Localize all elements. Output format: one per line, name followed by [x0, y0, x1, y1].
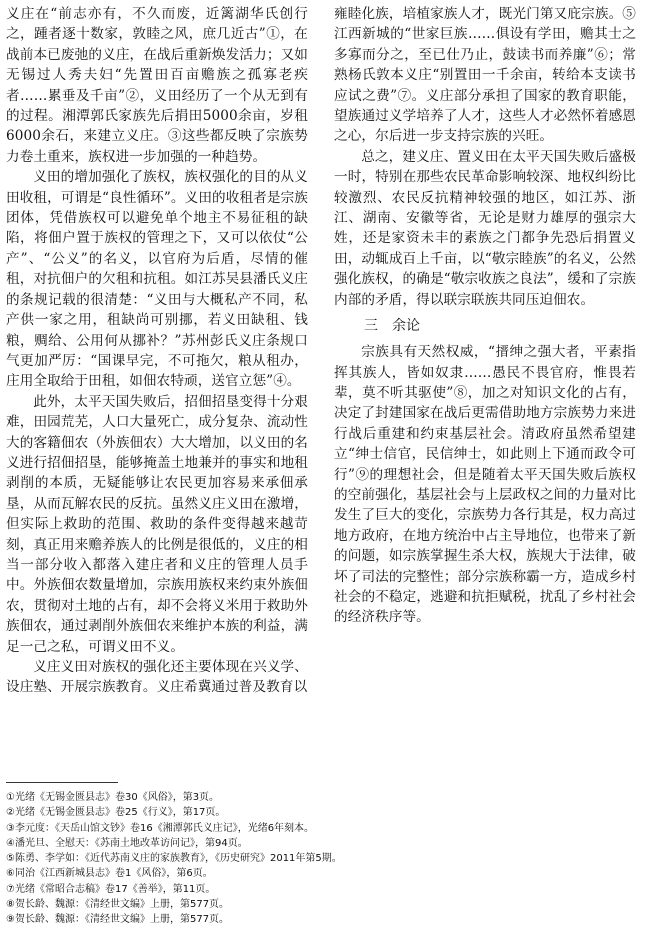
paragraph: 义庄义田对族权的强化还主要体现在兴义学、设庄塾、开展宗族教育。义庄希冀通过普及教育以: [6, 659, 308, 696]
footnote: ④潘光旦、全慰天：《苏南土地改革访问记》，第94页。: [6, 837, 248, 849]
paragraph: 此外，太平天国失败后，招佃招垦变得十分艰难，田园荒芜，人口大量死亡，成分复杂、流动性大的客籍佃农（外族佃农）大大增加，以义田的名义进行招佃招垦，能够掩盖土地兼并的事实和地租剥削的本质，无疑能够让农民更加容易来承佃承垦，从而瓦解农民的反抗。虽然义庄义田在激增，但实际上救助的范围、救助的条件变得越来越苛刻，真正用来赡养族人的比例是很低的，义庄的相当一部分收入都落入建庄者和义庄的管理人员手中。外族佃农数量增加，宗族用族权来约束外族佃农，贯彻对土地的占有，却不会将义米用于救助外族佃农，通过剥削外族佃农来维护本族的利益，满足一己之私，可谓义田不义。: [6, 393, 308, 655]
footnote: ③李元度：《天岳山馆文钞》卷16《湘潭郭氏义庄记》，光绪6年刻本。: [6, 822, 315, 834]
footnote: ⑥同治《江西新城县志》卷1《风俗》，第6页。: [6, 868, 213, 880]
paragraph: 宗族具有天然权威，“搢绅之强大者，平素指挥其族人，皆如奴隶……愚民不畏官府，惟畏若辈，莫不听其驱使”⑧，加之对知识文化的占有，决定了封建国家在战后更需借助地方宗族势力来进行战后重建和约束基层社会。清政府虽然希望建立“绅士信官，民信绅士，如此则上下通而政令可行”⑨的理想社会，但是随着太平天国失败后族权的空前强化，基层社会与上层政权之间的力量对比发生了巨大的变化，宗族势力各行其是，权力高过地方政府，在地方统治中占主导地位，也带来了新的问题，如宗族掌握生杀大权，族规大于法律，破坏了司法的完整性；部分宗族称霸一方，造成乡村社会的不稳定，逃避和抗拒赋税，扰乱了乡村社会的经济秩序等。: [334, 344, 636, 626]
footnote: ⑧贺长龄、魏源：《清经世文编》上册，第577页。: [6, 899, 230, 911]
footnote: ⑤陈勇、李学如：《近代苏南义庄的家族教育》，《历史研究》2011年第5期。: [6, 853, 342, 865]
paragraph: 义田的增加强化了族权，族权强化的目的从义田收租，可谓是“良性循环”。义田的收租者是宗族团体，凭借族权可以避免单个地主不易征租的缺陷，将佃户置于族权的管理之下，又可以依仗“公产”、“公义”的名义，以官府为后盾，尽情的催租，对抗佃户的欠租和抗租。如江苏吴县潘氏义庄的条规记载的很清楚：“义田与大概私产不同，私产供一家之用，租缺尚可别挪，若义田缺租、钱粮，赒给、公用何从挪补？”苏州彭氏义庄条规口气更加严厉：“国课早完，不可拖欠，粮从租办，庄用全取给于田租，如佃农特顽，送官立惩”④。: [6, 169, 308, 390]
paragraph: 雍睦化族，培植家族人才，既光门第又庇宗族。⑤江西新城的“世家巨族……俱设有学田，赡其士之多寡而分之，至已仕乃止，鼓读书而养廉”⑥；常熟杨氏敦本义庄“别置田一千余亩，转给本支读书应试之费”⑦。义庄部分承担了国家的教育职能，望族通过义学培养了人才，这些人才必然怀着感恩之心，尔后进一步支持宗族的兴旺。: [334, 6, 636, 145]
footnote-divider: [6, 782, 118, 783]
footnote: ②光绪《无锡金匮县志》卷25《行义》，第17页。: [6, 807, 226, 819]
paragraph: 义庄在“前志亦有，不久而废，近篱湖华氏创行之，踵者逐十数家，敦睦之风，庶几近古”①，在战前本已废弛的义庄，在战后重新焕发活力；又如无锡过人秀夫妇“先置田百亩赡族之孤寡老疾者……累垂及千亩”②，义田经历了一个从无到有的过程。湘潭郭氏家族先后捐田5000余亩，岁租6000余石，来建立义庄。③这些都反映了宗族势力卷土重来，族权进一步加强的一种趋势。: [6, 6, 308, 165]
paragraph: 总之，建义庄、置义田在太平天国失败后盛极一时，特别在那些农民革命影响较深、地权纠纷比较激烈、农民反抗精神较强的地区，如江苏、浙江、湖南、安徽等省，无论是财力雄厚的强宗大姓，还是家资未丰的素族之门都争先恐后捐置义田，动辄成百上千亩，以“敬宗睦族”的名义，公然强化族权，的确是“敬宗收族之良法”，缓和了宗族内部的矛盾，得以联宗联族共同压迫佃农。: [334, 148, 636, 308]
footnotes: [6, 790, 626, 928]
left-column: [6, 4, 308, 698]
right-column: [334, 4, 636, 628]
footnote: ①光绪《无锡金匮县志》卷30《风俗》，第3页。: [6, 792, 220, 803]
section-heading: 三 余论: [364, 318, 420, 335]
footnote: ⑨贺长龄、魏源：《清经世文编》上册，第577页。: [6, 914, 230, 926]
footnote: ⑦光绪《常昭合志稿》卷17《善举》，第11页。: [6, 883, 216, 895]
